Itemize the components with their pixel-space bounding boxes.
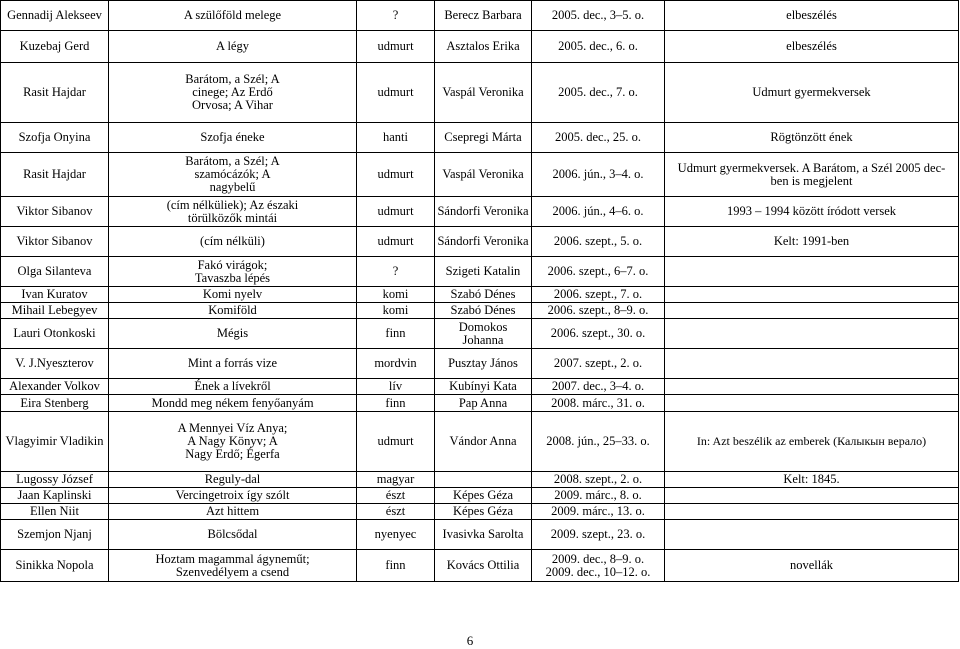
translator-cell: Szigeti Katalin bbox=[435, 257, 532, 287]
date-cell: 2006. szept., 8–9. o. bbox=[532, 303, 665, 319]
language-cell: mordvin bbox=[357, 349, 435, 379]
language-cell: udmurt bbox=[357, 31, 435, 63]
table-row bbox=[1, 488, 959, 504]
date-cell: 2008. szept., 2. o. bbox=[532, 472, 665, 488]
table-row bbox=[1, 395, 959, 412]
author-cell: Gennadij Alekseev bbox=[1, 1, 109, 31]
author-cell: Olga Silanteva bbox=[1, 257, 109, 287]
translator-cell: Pap Anna bbox=[435, 395, 532, 412]
date-cell: 2007. szept., 2. o. bbox=[532, 349, 665, 379]
translator-cell: Vaspál Veronika bbox=[435, 153, 532, 197]
language-cell: hanti bbox=[357, 123, 435, 153]
page-number: 6 bbox=[466, 633, 474, 648]
note-cell bbox=[665, 287, 959, 303]
date-cell: 2006. szept., 5. o. bbox=[532, 227, 665, 257]
date-cell: 2009. dec., 8–9. o. 2009. dec., 10–12. o. bbox=[532, 550, 665, 582]
table-row bbox=[1, 227, 959, 257]
date-cell: 2005. dec., 7. o. bbox=[532, 63, 665, 123]
title-cell: Fakó virágok; Tavaszba lépés bbox=[109, 257, 357, 287]
language-cell: udmurt bbox=[357, 197, 435, 227]
title-cell: Mondd meg nékem fenyőanyám bbox=[109, 395, 357, 412]
title-cell: Mégis bbox=[109, 319, 357, 349]
language-cell: udmurt bbox=[357, 63, 435, 123]
language-cell: magyar bbox=[357, 472, 435, 488]
language-cell: nyenyec bbox=[357, 520, 435, 550]
note-cell: Rögtönzött ének bbox=[665, 123, 959, 153]
language-cell: udmurt bbox=[357, 153, 435, 197]
language-cell: észt bbox=[357, 504, 435, 520]
note-cell: Kelt: 1845. bbox=[665, 472, 959, 488]
translator-cell: Szabó Dénes bbox=[435, 287, 532, 303]
author-cell: Lauri Otonkoski bbox=[1, 319, 109, 349]
date-cell: 2005. dec., 25. o. bbox=[532, 123, 665, 153]
author-cell: Szofja Onyina bbox=[1, 123, 109, 153]
date-cell: 2009. márc., 13. o. bbox=[532, 504, 665, 520]
language-cell: lív bbox=[357, 379, 435, 395]
date-cell: 2006. jún., 4–6. o. bbox=[532, 197, 665, 227]
title-cell: A szülőföld melege bbox=[109, 1, 357, 31]
table-row bbox=[1, 412, 959, 472]
note-cell bbox=[665, 349, 959, 379]
language-cell: finn bbox=[357, 395, 435, 412]
translator-cell: Domokos Johanna bbox=[435, 319, 532, 349]
title-cell: Barátom, a Szél; A cinege; Az Erdő Orvosa; A Vihar bbox=[109, 63, 357, 123]
title-cell: Reguly-dal bbox=[109, 472, 357, 488]
translator-cell: Pusztay János bbox=[435, 349, 532, 379]
note-cell bbox=[665, 319, 959, 349]
note-cell: elbeszélés bbox=[665, 31, 959, 63]
author-cell: Szemjon Njanj bbox=[1, 520, 109, 550]
title-cell: Mint a forrás vize bbox=[109, 349, 357, 379]
date-cell: 2006. szept., 30. o. bbox=[532, 319, 665, 349]
title-cell: A légy bbox=[109, 31, 357, 63]
note-cell: Udmurt gyermekversek bbox=[665, 63, 959, 123]
table-row bbox=[1, 472, 959, 488]
date-cell: 2005. dec., 3–5. o. bbox=[532, 1, 665, 31]
title-cell: (cím nélküli) bbox=[109, 227, 357, 257]
title-cell: Komi nyelv bbox=[109, 287, 357, 303]
date-cell: 2008. jún., 25–33. o. bbox=[532, 412, 665, 472]
language-cell: komi bbox=[357, 303, 435, 319]
translator-cell: Ivasivka Sarolta bbox=[435, 520, 532, 550]
table-row bbox=[1, 197, 959, 227]
author-cell: Lugossy József bbox=[1, 472, 109, 488]
language-cell: ? bbox=[357, 1, 435, 31]
translator-cell: Vándor Anna bbox=[435, 412, 532, 472]
author-cell: Rasit Hajdar bbox=[1, 63, 109, 123]
translator-cell: Képes Géza bbox=[435, 504, 532, 520]
note-cell bbox=[665, 488, 959, 504]
author-cell: Viktor Sibanov bbox=[1, 197, 109, 227]
table-row bbox=[1, 257, 959, 287]
translator-cell: Asztalos Erika bbox=[435, 31, 532, 63]
author-cell: Ivan Kuratov bbox=[1, 287, 109, 303]
table-row bbox=[1, 550, 959, 582]
table-row bbox=[1, 319, 959, 349]
translator-cell: Szabó Dénes bbox=[435, 303, 532, 319]
table-row bbox=[1, 303, 959, 319]
note-cell: Kelt: 1991-ben bbox=[665, 227, 959, 257]
note-cell bbox=[665, 379, 959, 395]
author-cell: Eira Stenberg bbox=[1, 395, 109, 412]
language-cell: finn bbox=[357, 319, 435, 349]
author-cell: Kuzebaj Gerd bbox=[1, 31, 109, 63]
translator-cell: Képes Géza bbox=[435, 488, 532, 504]
translator-cell: Csepregi Márta bbox=[435, 123, 532, 153]
title-cell: Azt hittem bbox=[109, 504, 357, 520]
author-cell: Vlagyimir Vladikin bbox=[1, 412, 109, 472]
translator-cell: Kovács Ottilia bbox=[435, 550, 532, 582]
table-row bbox=[1, 1, 959, 31]
table-row bbox=[1, 123, 959, 153]
author-cell: Ellen Niit bbox=[1, 504, 109, 520]
translator-cell: Berecz Barbara bbox=[435, 1, 532, 31]
date-cell: 2006. szept., 6–7. o. bbox=[532, 257, 665, 287]
note-cell bbox=[665, 395, 959, 412]
translator-cell bbox=[435, 472, 532, 488]
title-cell: Komiföld bbox=[109, 303, 357, 319]
table-row bbox=[1, 504, 959, 520]
table-row bbox=[1, 153, 959, 197]
date-cell: 2009. szept., 23. o. bbox=[532, 520, 665, 550]
author-cell: V. J.Nyeszterov bbox=[1, 349, 109, 379]
table-row bbox=[1, 520, 959, 550]
language-cell: ? bbox=[357, 257, 435, 287]
translator-cell: Vaspál Veronika bbox=[435, 63, 532, 123]
author-cell: Jaan Kaplinski bbox=[1, 488, 109, 504]
author-cell: Alexander Volkov bbox=[1, 379, 109, 395]
date-cell: 2006. szept., 7. o. bbox=[532, 287, 665, 303]
language-cell: udmurt bbox=[357, 412, 435, 472]
date-cell: 2005. dec., 6. o. bbox=[532, 31, 665, 63]
table-row bbox=[1, 287, 959, 303]
date-cell: 2008. márc., 31. o. bbox=[532, 395, 665, 412]
language-cell: finn bbox=[357, 550, 435, 582]
title-cell: Ének a lívekről bbox=[109, 379, 357, 395]
table-row bbox=[1, 31, 959, 63]
translator-cell: Kubínyi Kata bbox=[435, 379, 532, 395]
note-cell: Udmurt gyermekversek. A Barátom, a Szél 2005 dec-ben is megjelent bbox=[665, 153, 959, 197]
title-cell: Vercingetroix így szólt bbox=[109, 488, 357, 504]
table-row bbox=[1, 63, 959, 123]
author-cell: Sinikka Nopola bbox=[1, 550, 109, 582]
date-cell: 2006. jún., 3–4. o. bbox=[532, 153, 665, 197]
title-cell: A Mennyei Víz Anya; A Nagy Könyv; A Nagy Erdő; Égerfa bbox=[109, 412, 357, 472]
title-cell: Szofja éneke bbox=[109, 123, 357, 153]
title-cell: (cím nélküliek); Az északi törülközők mintái bbox=[109, 197, 357, 227]
language-cell: komi bbox=[357, 287, 435, 303]
title-cell: Barátom, a Szél; A szamócázók; A nagybelű bbox=[109, 153, 357, 197]
note-cell bbox=[665, 257, 959, 287]
note-cell bbox=[665, 504, 959, 520]
translator-cell: Sándorfi Veronika bbox=[435, 227, 532, 257]
table-row bbox=[1, 349, 959, 379]
language-cell: udmurt bbox=[357, 227, 435, 257]
note-cell bbox=[665, 303, 959, 319]
date-cell: 2009. márc., 8. o. bbox=[532, 488, 665, 504]
title-cell: Hoztam magammal ágyneműt; Szenvedélyem a csend bbox=[109, 550, 357, 582]
author-cell: Rasit Hajdar bbox=[1, 153, 109, 197]
note-cell: novellák bbox=[665, 550, 959, 582]
author-cell: Viktor Sibanov bbox=[1, 227, 109, 257]
note-cell: elbeszélés bbox=[665, 1, 959, 31]
note-cell: 1993 – 1994 között íródott versek bbox=[665, 197, 959, 227]
title-cell: Bölcsődal bbox=[109, 520, 357, 550]
language-cell: észt bbox=[357, 488, 435, 504]
table-row bbox=[1, 379, 959, 395]
translator-cell: Sándorfi Veronika bbox=[435, 197, 532, 227]
date-cell: 2007. dec., 3–4. o. bbox=[532, 379, 665, 395]
note-cell: In: Azt beszélik az emberek (Калыкын верало) bbox=[665, 412, 959, 472]
note-cell bbox=[665, 520, 959, 550]
author-cell: Mihail Lebegyev bbox=[1, 303, 109, 319]
